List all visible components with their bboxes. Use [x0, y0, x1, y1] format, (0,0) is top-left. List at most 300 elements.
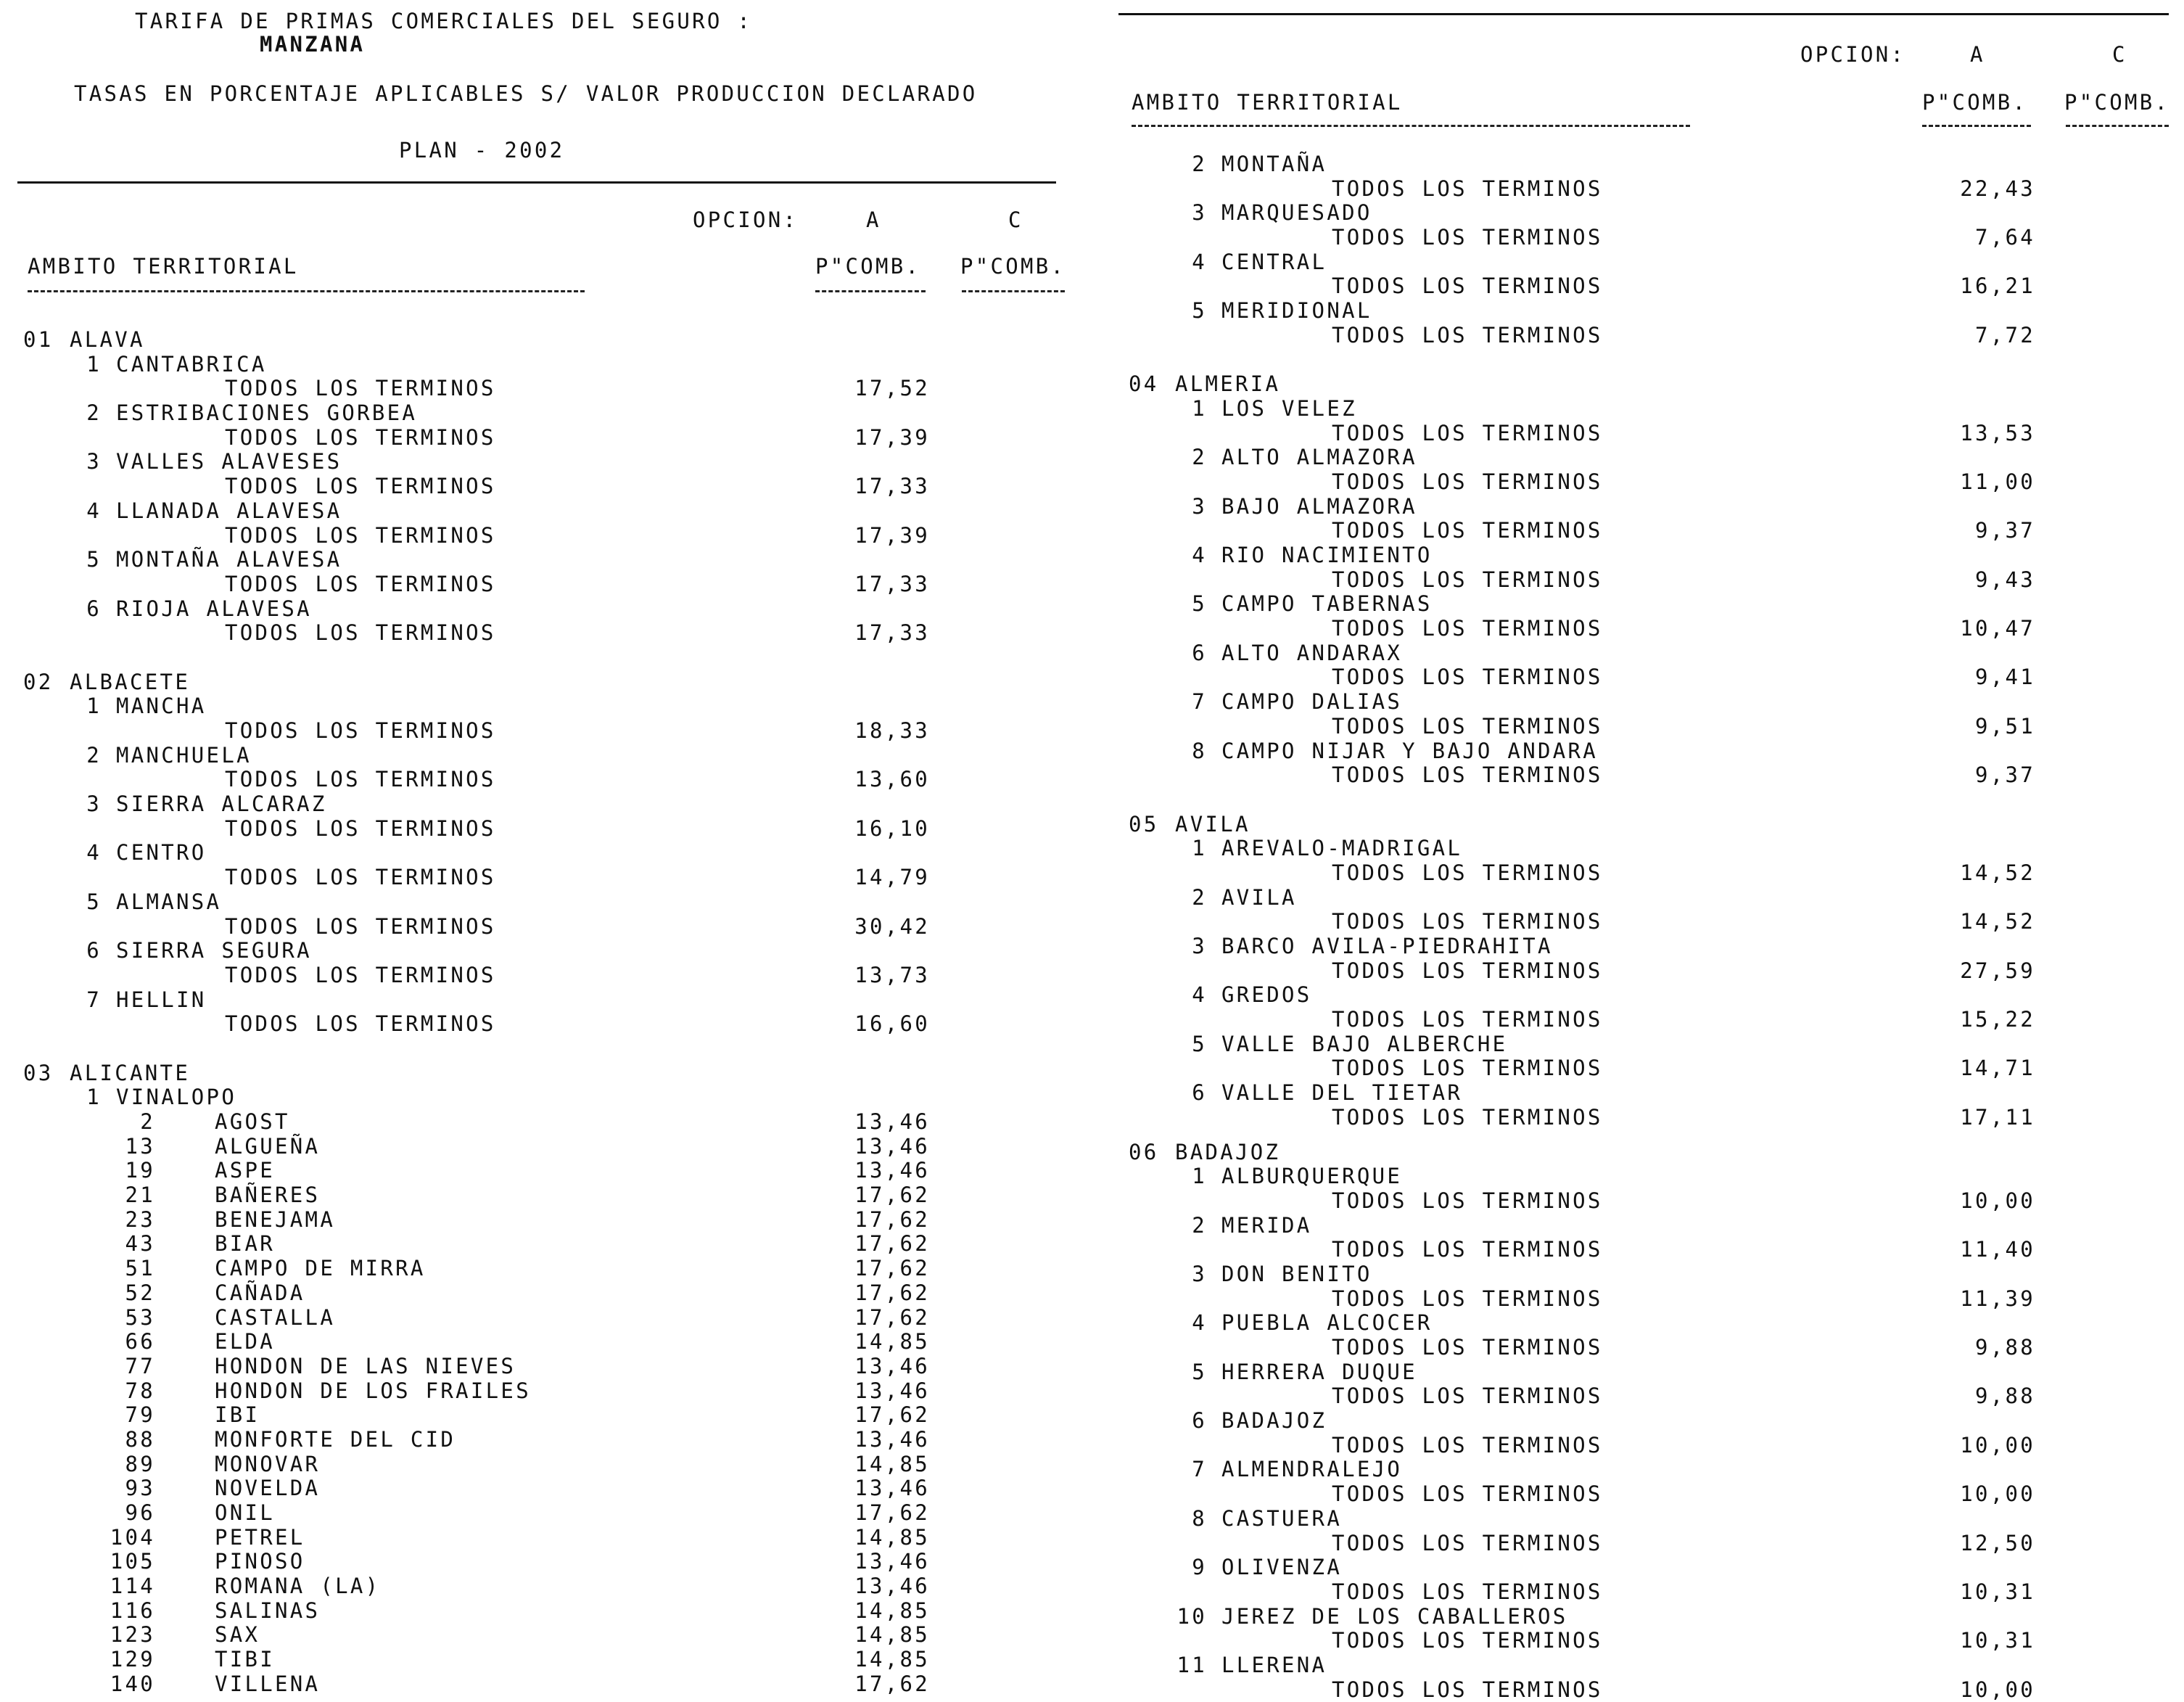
terms-label: TODOS LOS TERMINOS — [1332, 1432, 1603, 1458]
region-name: ALBURQUERQUE — [1221, 1164, 1403, 1189]
region-row — [0, 1032, 2184, 1057]
rate-value-a: 10,00 — [1960, 1481, 2035, 1507]
region-name: BAJO ALMAZORA — [1221, 493, 1417, 519]
municipality-name: ONIL — [215, 1500, 276, 1525]
pcomb-a-header: P"COMB. — [815, 254, 921, 279]
rate-value-a: 10,47 — [1960, 616, 2035, 641]
province-code: 02 — [23, 669, 54, 694]
region-number: 4 — [1192, 1310, 1207, 1336]
terms-row — [0, 763, 2184, 788]
municipality-code: 13 — [125, 1133, 155, 1159]
rate-value-a: 22,43 — [1960, 176, 2035, 201]
terms-label: TODOS LOS TERMINOS — [1332, 1286, 1603, 1311]
region-number: 2 — [86, 742, 102, 768]
terms-label: TODOS LOS TERMINOS — [1332, 1481, 1603, 1507]
municipality-code: 52 — [125, 1280, 155, 1305]
region-row — [0, 641, 2184, 666]
rate-value-a: 10,31 — [1960, 1579, 2035, 1604]
rate-value-a: 14,85 — [854, 1598, 930, 1623]
region-row — [0, 1555, 2184, 1580]
region-name: ALMENDRALEJO — [1221, 1457, 1403, 1482]
plan-year: PLAN - 2002 — [399, 138, 565, 163]
spacer — [0, 348, 2184, 373]
region-number: 5 — [1192, 298, 1207, 324]
region-row — [0, 1360, 2184, 1385]
municipality-code: 140 — [110, 1671, 155, 1696]
region-name: CENTRAL — [1221, 249, 1327, 274]
terms-row — [0, 324, 2184, 348]
title-line-1: TARIFA DE PRIMAS COMERCIALES DEL SEGURO : — [135, 9, 753, 33]
region-name: MONTAÑA — [1221, 152, 1327, 176]
terms-row — [0, 1629, 2184, 1653]
terms-row — [0, 1532, 2184, 1556]
region-number: 4 — [1192, 249, 1207, 274]
municipality-code: 77 — [125, 1353, 155, 1378]
region-number: 5 — [86, 889, 102, 914]
region-name: MONTAÑA ALAVESA — [116, 547, 342, 572]
rate-value-a: 13,46 — [854, 1109, 930, 1134]
terms-label: TODOS LOS TERMINOS — [1332, 1104, 1603, 1130]
terms-label: TODOS LOS TERMINOS — [1332, 616, 1603, 641]
region-number: 1 — [1192, 395, 1207, 421]
rate-value-a: 14,85 — [854, 1329, 930, 1354]
municipality-name: AGOST — [215, 1109, 290, 1134]
region-name: ALTO ANDARAX — [1221, 640, 1403, 665]
region-number: 7 — [1192, 1457, 1207, 1482]
municipality-code: 116 — [110, 1598, 155, 1623]
region-name: LLERENA — [1221, 1652, 1327, 1677]
rate-value-a: 17,33 — [854, 474, 930, 499]
region-number: 2 — [86, 400, 102, 426]
region-row — [0, 1458, 2184, 1482]
spacer — [0, 1130, 2184, 1140]
rate-value-a: 10,31 — [1960, 1628, 2035, 1653]
terms-row — [0, 1580, 2184, 1605]
region-number: 5 — [1192, 1359, 1207, 1384]
region-row — [0, 397, 2184, 422]
terms-row — [0, 1678, 2184, 1702]
municipality-code: 123 — [110, 1622, 155, 1648]
region-row — [0, 690, 2184, 715]
right-header-rule — [1118, 13, 2169, 15]
region-name: CAMPO NIJAR Y BAJO ANDARA — [1221, 738, 1598, 763]
rate-value-a: 9,41 — [1974, 665, 2035, 690]
terms-label: TODOS LOS TERMINOS — [1332, 1677, 1603, 1702]
municipality-name: HONDON DE LAS NIEVES — [215, 1353, 516, 1378]
region-row — [0, 543, 2184, 568]
province-name: AVILA — [1175, 811, 1250, 836]
region-number: 10 — [1177, 1603, 1207, 1629]
rate-value-a: 14,85 — [854, 1647, 930, 1672]
rate-value-a: 17,62 — [854, 1183, 930, 1208]
region-row — [0, 1214, 2184, 1238]
municipality-code: 21 — [125, 1183, 155, 1208]
terms-label: TODOS LOS TERMINOS — [1332, 1628, 1603, 1653]
rate-value-a: 17,62 — [854, 1280, 930, 1305]
province-code: 03 — [23, 1060, 54, 1085]
region-number: 7 — [86, 987, 102, 1012]
rate-value-a: 13,46 — [854, 1574, 930, 1599]
region-number: 5 — [1192, 1031, 1207, 1056]
province-row — [0, 813, 2184, 837]
region-number: 8 — [1192, 738, 1207, 763]
region-row — [0, 1605, 2184, 1629]
municipality-name: ALGUEÑA — [215, 1133, 321, 1159]
municipality-name: MONOVAR — [215, 1451, 321, 1476]
region-name: VALLE BAJO ALBERCHE — [1221, 1031, 1508, 1056]
rate-value-a: 14,79 — [854, 865, 930, 890]
province-code: 06 — [1129, 1139, 1159, 1164]
region-name: JEREZ DE LOS CABALLEROS — [1221, 1603, 1568, 1629]
rate-value-a: 13,46 — [854, 1133, 930, 1159]
terms-label: TODOS LOS TERMINOS — [1332, 469, 1603, 494]
terms-row — [0, 665, 2184, 690]
terms-label: TODOS LOS TERMINOS — [1332, 665, 1603, 690]
terms-label: TODOS LOS TERMINOS — [225, 718, 496, 743]
rate-value-a: 17,62 — [854, 1256, 930, 1281]
municipality-code: 23 — [125, 1206, 155, 1232]
rate-value-a: 13,53 — [1960, 420, 2035, 445]
municipality-name: ELDA — [215, 1329, 276, 1354]
pcomb-c-underline-right — [2066, 125, 2169, 127]
region-number: 6 — [86, 938, 102, 963]
region-name: HELLIN — [116, 987, 207, 1012]
municipality-code: 129 — [110, 1647, 155, 1672]
region-row — [0, 299, 2184, 324]
rate-value-a: 13,46 — [854, 1158, 930, 1183]
rate-value-a: 17,11 — [1960, 1104, 2035, 1130]
region-number: 5 — [86, 547, 102, 572]
terms-row — [0, 1189, 2184, 1214]
region-row — [0, 983, 2184, 1008]
terms-label: TODOS LOS TERMINOS — [1332, 1335, 1603, 1360]
terms-label: TODOS LOS TERMINOS — [1332, 909, 1603, 934]
municipality-name: NOVELDA — [215, 1476, 321, 1501]
municipality-code: 66 — [125, 1329, 155, 1354]
rate-value-a: 17,62 — [854, 1304, 930, 1330]
region-name: CAMPO TABERNAS — [1221, 591, 1433, 617]
rate-value-a: 11,00 — [1960, 469, 2035, 494]
municipality-name: PETREL — [215, 1524, 305, 1550]
region-row — [0, 152, 2184, 177]
region-name: HERRERA DUQUE — [1221, 1359, 1417, 1384]
region-name: BARCO AVILA-PIEDRAHITA — [1221, 934, 1553, 958]
rate-value-a: 10,00 — [1960, 1677, 2035, 1702]
region-name: MANCHUELA — [116, 742, 252, 768]
municipality-name: CAÑADA — [215, 1280, 305, 1305]
rate-value-a: 17,62 — [854, 1500, 930, 1525]
option-c-label: C — [1008, 207, 1023, 232]
pcomb-a-header-right: P"COMB. — [1922, 90, 2028, 115]
rate-value-a: 7,72 — [1974, 322, 2035, 348]
municipality-name: CAMPO DE MIRRA — [215, 1256, 426, 1281]
rate-value-a: 27,59 — [1960, 958, 2035, 983]
region-name: VALLE DEL TIETAR — [1221, 1080, 1463, 1106]
terms-label: TODOS LOS TERMINOS — [225, 815, 496, 841]
region-row — [0, 592, 2184, 617]
region-number: 3 — [1192, 1261, 1207, 1286]
rate-value-a: 15,22 — [1960, 1007, 2035, 1032]
municipality-code: 88 — [125, 1426, 155, 1452]
region-number: 8 — [1192, 1505, 1207, 1531]
province-name: ALMERIA — [1175, 371, 1281, 397]
region-name: MERIDA — [1221, 1212, 1312, 1238]
rate-value-a: 17,62 — [854, 1206, 930, 1232]
rate-value-a: 13,46 — [854, 1353, 930, 1378]
region-name: MERIDIONAL — [1221, 298, 1372, 324]
municipality-name: TIBI — [215, 1647, 276, 1672]
region-number: 2 — [1192, 445, 1207, 470]
region-name: RIO NACIMIENTO — [1221, 543, 1433, 567]
terms-label: TODOS LOS TERMINOS — [225, 522, 496, 548]
pcomb-a-underline-right — [1922, 125, 2031, 127]
terms-row — [0, 1106, 2184, 1130]
rate-value-a: 7,64 — [1974, 225, 2035, 250]
municipality-name: SAX — [215, 1622, 260, 1648]
municipality-name: VILLENA — [215, 1671, 321, 1696]
terms-label: TODOS LOS TERMINOS — [225, 865, 496, 890]
region-number: 1 — [1192, 1164, 1207, 1189]
rate-value-a: 10,00 — [1960, 1188, 2035, 1213]
municipality-code: 53 — [125, 1304, 155, 1330]
region-row — [0, 1311, 2184, 1336]
region-number: 9 — [1192, 1555, 1207, 1580]
region-row — [0, 934, 2184, 959]
region-number: 4 — [1192, 982, 1207, 1008]
rate-value-a: 14,52 — [1960, 909, 2035, 934]
terms-row — [0, 1287, 2184, 1312]
terms-row — [0, 274, 2184, 299]
municipality-code: 43 — [125, 1231, 155, 1257]
rate-value-a: 17,52 — [854, 376, 930, 401]
province-name: ALICANTE — [70, 1060, 191, 1085]
terms-row — [0, 1336, 2184, 1360]
region-row — [0, 1653, 2184, 1678]
subtitle: TASAS EN PORCENTAJE APLICABLES S/ VALOR PRODUCCION DECLARADO — [74, 81, 978, 106]
municipality-code: 105 — [110, 1549, 155, 1574]
rate-value-a: 13,60 — [854, 767, 930, 792]
rate-value-a: 17,62 — [854, 1402, 930, 1428]
region-number: 2 — [1192, 152, 1207, 176]
terms-label: TODOS LOS TERMINOS — [1332, 420, 1603, 445]
region-name: CAMPO DALIAS — [1221, 689, 1403, 715]
terms-label: TODOS LOS TERMINOS — [1332, 1579, 1603, 1604]
terms-label: TODOS LOS TERMINOS — [225, 571, 496, 596]
region-name: RIOJA ALAVESA — [116, 596, 312, 621]
municipality-name: MONFORTE DEL CID — [215, 1426, 456, 1452]
municipality-code: 78 — [125, 1378, 155, 1403]
rate-value-a: 9,88 — [1974, 1384, 2035, 1409]
terms-row — [0, 861, 2184, 886]
terms-label: TODOS LOS TERMINOS — [225, 962, 496, 987]
terms-row — [0, 568, 2184, 593]
terms-label: TODOS LOS TERMINOS — [1332, 958, 1603, 983]
opcion-label: OPCION: — [693, 207, 799, 232]
ambito-header: AMBITO TERRITORIAL — [28, 254, 299, 279]
region-number: 6 — [1192, 640, 1207, 665]
region-name: ALTO ALMAZORA — [1221, 445, 1417, 470]
municipality-name: ROMANA (LA) — [215, 1574, 381, 1599]
region-row — [0, 739, 2184, 764]
rate-value-a: 11,39 — [1960, 1286, 2035, 1311]
municipality-code: 114 — [110, 1574, 155, 1599]
region-number: 4 — [86, 498, 102, 523]
region-row — [0, 1081, 2184, 1106]
rate-value-a: 18,33 — [854, 718, 930, 743]
spacer — [0, 788, 2184, 813]
region-row — [0, 250, 2184, 275]
province-name: ALAVA — [70, 327, 145, 352]
terms-label: TODOS LOS TERMINOS — [1332, 1237, 1603, 1262]
region-row — [0, 1409, 2184, 1434]
terms-label: TODOS LOS TERMINOS — [225, 767, 496, 792]
province-name: ALBACETE — [70, 669, 191, 694]
rate-value-a: 9,43 — [1974, 567, 2035, 592]
region-number: 1 — [1192, 836, 1207, 861]
region-name: GREDOS — [1221, 982, 1312, 1008]
terms-row — [0, 470, 2184, 495]
terms-label: TODOS LOS TERMINOS — [225, 474, 496, 499]
municipality-name: PINOSO — [215, 1549, 305, 1574]
terms-row — [0, 715, 2184, 739]
province-code: 01 — [23, 327, 54, 352]
option-a-label: A — [866, 207, 881, 232]
terms-label: TODOS LOS TERMINOS — [1332, 518, 1603, 543]
rate-value-a: 9,37 — [1974, 762, 2035, 788]
region-name: AREVALO-MADRIGAL — [1221, 836, 1463, 861]
region-number: 11 — [1177, 1652, 1207, 1677]
terms-row — [0, 422, 2184, 446]
province-code: 05 — [1129, 811, 1159, 836]
rate-value-a: 17,39 — [854, 424, 930, 450]
municipality-code: 96 — [125, 1500, 155, 1525]
rate-value-a: 14,71 — [1960, 1056, 2035, 1081]
rate-value-a: 14,85 — [854, 1524, 930, 1550]
region-name: ESTRIBACIONES GORBEA — [116, 400, 418, 426]
region-name: AVILA — [1221, 884, 1297, 910]
ambito-underline-right — [1132, 125, 1690, 127]
terms-row — [0, 910, 2184, 934]
region-row — [0, 1262, 2184, 1287]
rate-value-a: 9,37 — [1974, 518, 2035, 543]
terms-row — [0, 519, 2184, 543]
municipality-code: 93 — [125, 1476, 155, 1501]
region-number: 3 — [1192, 200, 1207, 226]
terms-row — [0, 1434, 2184, 1458]
municipality-code: 2 — [140, 1109, 155, 1134]
terms-row — [0, 617, 2184, 641]
region-number: 7 — [1192, 689, 1207, 715]
terms-label: TODOS LOS TERMINOS — [1332, 176, 1603, 201]
region-number: 4 — [86, 840, 102, 866]
municipality-code: 104 — [110, 1524, 155, 1550]
terms-label: TODOS LOS TERMINOS — [225, 1011, 496, 1037]
region-row — [0, 445, 2184, 470]
region-number: 6 — [86, 596, 102, 621]
province-code: 04 — [1129, 371, 1159, 397]
municipality-code: 79 — [125, 1402, 155, 1428]
rate-value-a: 13,46 — [854, 1476, 930, 1501]
municipality-name: ASPE — [215, 1158, 276, 1183]
region-row — [0, 836, 2184, 861]
region-number: 5 — [1192, 591, 1207, 617]
region-name: MARQUESADO — [1221, 200, 1372, 226]
terms-label: TODOS LOS TERMINOS — [1332, 567, 1603, 592]
terms-label: TODOS LOS TERMINOS — [225, 620, 496, 646]
terms-row — [0, 959, 2184, 984]
region-name: CASTUERA — [1221, 1505, 1343, 1531]
terms-label: TODOS LOS TERMINOS — [1332, 713, 1603, 739]
region-name: VALLES ALAVESES — [116, 449, 342, 474]
rate-value-a: 16,10 — [854, 815, 930, 841]
terms-row — [0, 1238, 2184, 1262]
terms-label: TODOS LOS TERMINOS — [1332, 1530, 1603, 1555]
region-row — [0, 1507, 2184, 1532]
rate-value-a: 14,85 — [854, 1451, 930, 1476]
province-row — [0, 372, 2184, 397]
pcomb-c-header: P"COMB. — [960, 254, 1066, 279]
region-name: SIERRA ALCARAZ — [116, 792, 327, 817]
municipality-code: 89 — [125, 1451, 155, 1476]
rate-value-a: 17,39 — [854, 522, 930, 548]
region-name: CENTRO — [116, 840, 207, 866]
option-a-label-right: A — [1970, 42, 1985, 67]
municipality-name: HONDON DE LOS FRAILES — [215, 1378, 531, 1403]
pcomb-c-header-right: P"COMB. — [2064, 90, 2170, 115]
option-c-label-right: C — [2112, 42, 2127, 67]
terms-label: TODOS LOS TERMINOS — [1332, 274, 1603, 299]
region-number: 3 — [86, 449, 102, 474]
region-name: LLANADA ALAVESA — [116, 498, 342, 523]
terms-label: TODOS LOS TERMINOS — [1332, 1007, 1603, 1032]
region-number: 3 — [1192, 493, 1207, 519]
municipality-code: 19 — [125, 1158, 155, 1183]
municipality-name: SALINAS — [215, 1598, 321, 1623]
terms-row — [0, 1056, 2184, 1081]
region-name: VINALOPO — [116, 1085, 237, 1110]
rate-value-a: 17,33 — [854, 620, 930, 646]
rate-value-a: 13,46 — [854, 1549, 930, 1574]
terms-label: TODOS LOS TERMINOS — [225, 376, 496, 401]
rate-value-a: 17,62 — [854, 1671, 930, 1696]
region-name: CANTABRICA — [116, 351, 267, 377]
region-name: BADAJOZ — [1221, 1408, 1327, 1434]
rate-value-a: 13,46 — [854, 1426, 930, 1452]
region-row — [0, 495, 2184, 519]
rate-value-a: 11,40 — [1960, 1237, 2035, 1262]
region-row — [0, 886, 2184, 910]
region-number: 6 — [1192, 1080, 1207, 1106]
municipality-name: IBI — [215, 1402, 260, 1428]
municipality-code: 51 — [125, 1256, 155, 1281]
terms-label: TODOS LOS TERMINOS — [1332, 1384, 1603, 1409]
region-row — [0, 1164, 2184, 1189]
rate-value-a: 13,46 — [854, 1378, 930, 1403]
region-name: SIERRA SEGURA — [116, 938, 312, 963]
region-row — [0, 201, 2184, 226]
terms-label: TODOS LOS TERMINOS — [225, 424, 496, 450]
region-number: 1 — [86, 694, 102, 719]
terms-label: TODOS LOS TERMINOS — [1332, 225, 1603, 250]
municipality-name: BENEJAMA — [215, 1206, 336, 1232]
terms-row — [0, 1482, 2184, 1507]
province-name: BADAJOZ — [1175, 1139, 1281, 1164]
region-name: LOS VELEZ — [1221, 395, 1357, 421]
region-number: 3 — [1192, 934, 1207, 958]
rate-value-a: 17,33 — [854, 571, 930, 596]
municipality-name: BAÑERES — [215, 1183, 321, 1208]
terms-label: TODOS LOS TERMINOS — [1332, 1056, 1603, 1081]
